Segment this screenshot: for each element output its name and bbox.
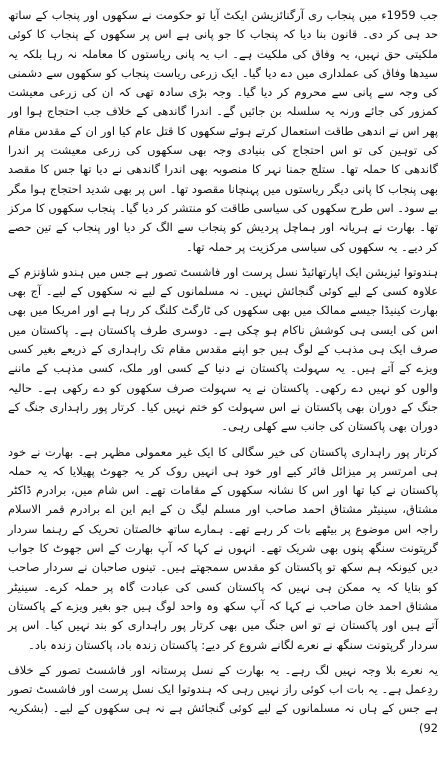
article-paragraph-3: کرتار پور راہداری پاکستان کی خیر سگالی کا ایک غیر معمولی مظہر ہے۔ بھارت نے خود ہی امرتسر پر میزائل فائر کیے اور خود ہی انہیں روک کر یہ جھوٹ پھیلایا کہ یہ حملہ پاکستان نے کیا تھا اور اس کا نشانہ سکھوں کے مقامات تھے۔ اس شام میں، برادرم ڈاکٹر مشتاق، سینیٹر مشتاق احمد صاحب اور مسلم لیگ ن کے ایم این اے برادرم قمر الاسلام راجہ اس موضوع پر بیٹھے بات کر رہے تھے۔ ہمارے ساتھ خالصتان تحریک کے رہنما سردار گرپتونت سنگھ پنوں بھی شریک تھے۔ انہوں نے کہا کہ آپ بھارت کے اس جھوٹ کا جواب دیں کیونکہ ہم سکھ تو پاکستان کو مقدس سمجھتے ہیں۔ تینوں صاحبان نے سردار صاحب کو بتایا کہ یہ ممکن ہی نہیں کہ پاکستان کسی کی عبادت گاہ پر حملہ کرے۔ سینیٹر مشتاق احمد خان صاحب نے کہا کہ آپ سکھ وہ واحد لوگ ہیں جو بغیر ویزے کے پاکستان آتے ہیں اور پاکستان نے تو اس جنگ میں بھی کرتار پور راہداری کو بند نہیں کیا۔ اس پر سردار گرپتونت سنگھ نے نعرے لگانے شروع کر دیے: پاکستان زندہ باد، پاکستان زندہ باد۔ xyxy=(8,444,438,652)
article-paragraph-4: یہ نعرے بلا وجہ نہیں لگ رہے۔ یہ بھارت کے نسل پرستانہ اور فاشسٹ تصور کے خلاف ردِعمل ہے۔ یہ بات اب کوئی راز نہیں رہی کہ ہندوتوا ایک نسل پرست اور فاشسٹ تصور ہے جس کے ہاں نہ مسلمانوں کے لیے کوئی گنجائش ہے نہ ہی سکھوں کے لیے۔ (بشکریہ 92) xyxy=(8,662,438,735)
article-paragraph-2: ہندوتوا ئیزیشن ایک اپارتھائیڈ نسل پرست اور فاشسٹ تصور ہے جس میں ہندو شاؤنزم کے علاوہ کسی کے لیے کوئی گنجائش نہیں۔ نہ مسلمانوں کے لیے نہ سکھوں کے لیے۔ آج بھی بھارت کینیڈا جیسے ممالک میں بھی سکھوں کی ٹارگٹ کلنگ کر رہا ہے اور امریکا میں بھی اس کی ایسی ہی کوشش ناکام ہو چکی ہے۔ دوسری طرف پاکستان ہے۔ پاکستان میں صرف ایک ہی مذہب کے لوگ ہیں جو اپنے مقدس مقام تک راہداری کے ذریعے بغیر کسی ویزے کے آتے ہیں۔ یہ سہولت پاکستان نے دنیا کے کسی اور ملک، کسی مذہب کے ماننے والوں کو نہیں دے رکھی۔ پاکستان نے یہ سہولت صرف سکھوں کو دے رکھی ہے۔ حالیہ جنگ کے دوران بھی پاکستان نے اس سہولت کو ختم نہیں کیا۔ کرتار پور راہداری جنگ کے دوران بھی پاکستان کی جانب سے کھلی رہی۔ xyxy=(8,264,438,434)
article-paragraph-1: جب 1959ء میں پنجاب ری آرگنائزیشن ایکٹ آیا تو حکومت نے سکھوں اور پنجاب کے ساتھ حد ہی کر دی۔ قانون بنا دیا کہ پنجاب کا جو پانی ہے اس پر سکھوں کے پنجاب کا کوئی ملکیتی حق نہیں، یہ وفاق کی ملکیت ہے۔ اب یہ پانی ریاستوں کا معاملہ نہ رہا بلکہ یہ سیدھا وفاق کی عملداری میں دے دیا گیا۔ ایک زرعی ریاست پنجاب کو سکھوں سے دشمنی کی وجہ سے پانی سے محروم کر دیا گیا۔ وجہ بڑی سادہ تھی کہ ان کی زرعی معیشت کمزور کی جائے ورنہ یہ سلسلہ بن جائیں گے۔ اندرا گاندھی کے خلاف جب احتجاج ہوا اور پھر اس نے اندھی طاقت استعمال کرتے ہوئے سکھوں کا قتل عام کیا اور ان کے مقدس مقام کی توہین کی تو اس احتجاج کی بنیادی وجہ بھی سکھوں کی زرعی معیشت پر اندرا گاندھی کا حملہ تھا۔ ستلج جمنا نہر کا منصوبہ بھی اندرا گاندھی نے دیا تھا جس کا مقصد بھی پنجاب کا پانی دیگر ریاستوں میں پہنچانا مقصود تھا۔ اس پر بھی شدید احتجاج ہوا مگر بے سود۔ اس طرح سکھوں کی سیاسی طاقت کو منتشر کر دیا گیا۔ پنجاب سکھوں کا مرکز تھا۔ بھارت نے ہریانہ اور ہماچل پردیش کو پنجاب سے الگ کر دیا اور پنجاب کے تین حصے کر دیے۔ یہ سکھوں کی سیاسی مرکزیت پر حملہ تھا۔ xyxy=(8,8,438,254)
